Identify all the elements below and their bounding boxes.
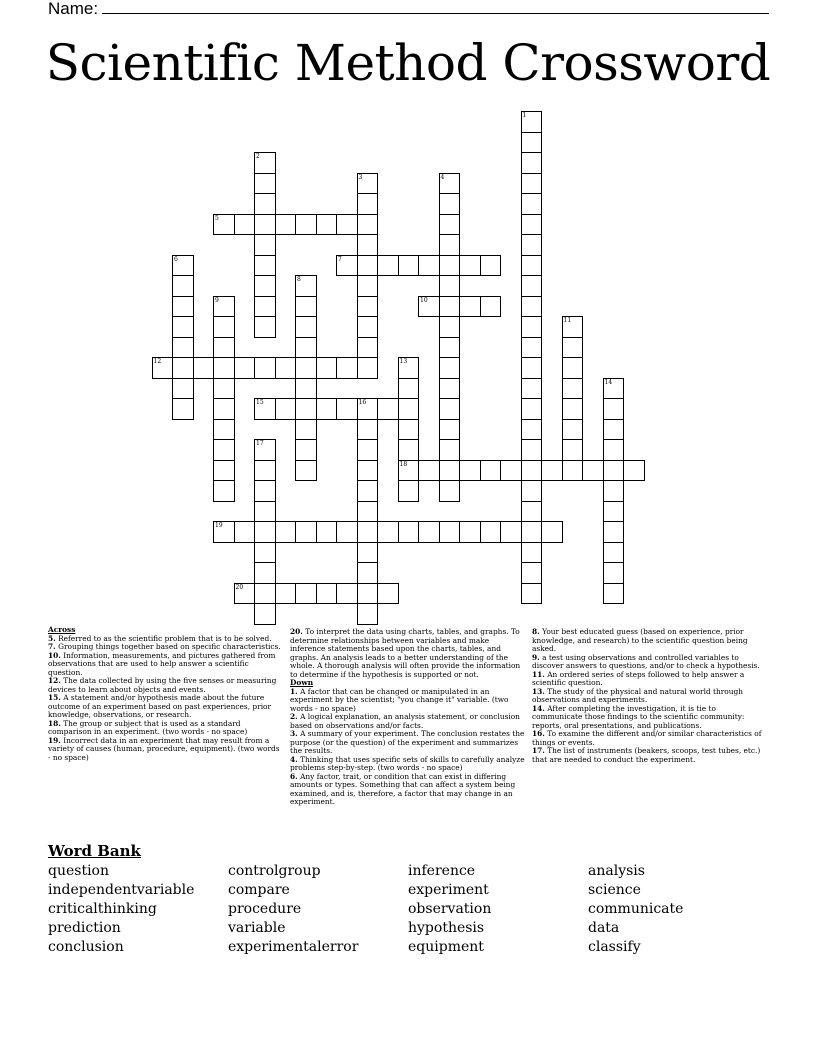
grid-cell[interactable]	[480, 521, 502, 543]
clue-text: Information, measurements, and pictures gathered from observations that are used to help answer a scientific question.	[48, 650, 276, 677]
grid-cell[interactable]	[213, 480, 235, 502]
clue-text: a test using observations and controlled variables to discover answers to questions, and/or to check a hypothesis.	[532, 652, 760, 670]
grid-cell[interactable]	[254, 521, 276, 543]
grid-cell[interactable]	[193, 357, 215, 379]
grid-cell[interactable]	[480, 296, 502, 318]
grid-cell[interactable]	[254, 480, 276, 502]
clue-number: 4	[440, 173, 445, 181]
grid-cell[interactable]	[521, 583, 543, 605]
clue-number: 6	[174, 255, 178, 263]
grid-cell[interactable]	[521, 255, 543, 277]
grid-cell[interactable]	[398, 419, 420, 441]
grid-cell[interactable]	[234, 214, 256, 236]
clue-number-label: 2.	[290, 712, 298, 721]
clue-number: 14	[604, 378, 613, 386]
grid-cell[interactable]	[295, 275, 317, 297]
page-title: Scientific Method Crossword	[45, 34, 771, 92]
grid-cell[interactable]	[254, 542, 276, 564]
grid-cell[interactable]	[254, 398, 276, 420]
grid-cell[interactable]	[623, 460, 645, 482]
grid-cell[interactable]	[439, 460, 461, 482]
grid-cell[interactable]	[418, 296, 440, 318]
grid-cell[interactable]	[295, 357, 317, 379]
grid-cell[interactable]	[254, 275, 276, 297]
word-bank-word: observation	[408, 901, 492, 917]
clue-number-label: 18.	[48, 718, 61, 728]
grid-cell[interactable]	[357, 460, 379, 482]
clue-text: After completing the investigation, it is tie to communicate those findings to the scientific community: reports, oral presentations, and publications.	[532, 703, 745, 730]
grid-cell[interactable]	[254, 603, 276, 625]
grid-cell[interactable]	[357, 542, 379, 564]
across-clue	[48, 694, 284, 720]
grid-cell[interactable]	[603, 439, 625, 461]
grid-cell[interactable]	[521, 378, 543, 400]
grid-cell[interactable]	[541, 521, 563, 543]
grid-cell[interactable]	[152, 357, 174, 379]
grid-cell[interactable]	[439, 255, 461, 277]
grid-cell[interactable]	[521, 316, 543, 338]
grid-cell[interactable]	[295, 460, 317, 482]
word-bank-column	[228, 862, 358, 957]
grid-cell[interactable]	[521, 193, 543, 215]
grid-cell[interactable]	[562, 460, 584, 482]
word-bank-word: criticalthinking	[48, 901, 157, 917]
grid-cell[interactable]	[439, 234, 461, 256]
grid-cell[interactable]	[213, 439, 235, 461]
grid-cell[interactable]	[603, 562, 625, 584]
grid-cell[interactable]	[213, 296, 235, 318]
clue-number-label: 17.	[532, 746, 545, 755]
down-clue	[532, 730, 768, 747]
grid-cell[interactable]	[439, 275, 461, 297]
grid-cell[interactable]	[562, 357, 584, 379]
clue-number: 19	[215, 522, 223, 529]
grid-cell[interactable]	[521, 460, 543, 482]
name-label: Name:	[48, 0, 99, 18]
clue-text: Your best educated guess (based on experience, prior knowledge, and research) to the scientific question being asked.	[532, 627, 748, 653]
grid-cell[interactable]	[254, 439, 276, 461]
grid-cell[interactable]	[603, 583, 625, 605]
grid-cell[interactable]	[295, 583, 317, 605]
grid-cell[interactable]	[439, 173, 461, 195]
grid-cell[interactable]	[398, 255, 420, 277]
word-bank-word: science	[588, 882, 641, 898]
grid-cell[interactable]	[213, 460, 235, 482]
grid-cell[interactable]	[439, 357, 461, 379]
grid-cell[interactable]	[439, 337, 461, 359]
grid-cell[interactable]	[357, 603, 379, 625]
grid-cell[interactable]	[172, 398, 194, 420]
grid-cell[interactable]	[357, 357, 379, 379]
grid-cell[interactable]	[521, 111, 543, 133]
clue-number: 15	[256, 399, 264, 406]
grid-cell[interactable]	[172, 255, 194, 277]
grid-cell[interactable]	[603, 542, 625, 564]
clue-number-label: 3.	[290, 729, 298, 738]
across-clue	[48, 737, 284, 763]
grid-cell[interactable]	[521, 152, 543, 174]
grid-cell[interactable]	[459, 521, 481, 543]
grid-cell[interactable]	[254, 193, 276, 215]
grid-cell[interactable]	[254, 357, 276, 379]
grid-cell[interactable]	[275, 521, 297, 543]
clue-text: An ordered series of steps followed to help answer a scientific question.	[532, 669, 745, 687]
grid-cell[interactable]	[254, 152, 276, 174]
grid-cell[interactable]	[480, 255, 502, 277]
word-bank-word: variable	[228, 920, 286, 936]
grid-cell[interactable]	[521, 173, 543, 195]
grid-cell[interactable]	[295, 296, 317, 318]
grid-cell[interactable]	[439, 316, 461, 338]
grid-cell[interactable]	[295, 316, 317, 338]
word-bank-word: inference	[408, 863, 476, 879]
clue-number: 16	[358, 399, 367, 406]
grid-cell[interactable]	[316, 398, 338, 420]
grid-cell[interactable]	[357, 398, 379, 420]
grid-cell[interactable]	[357, 214, 379, 236]
grid-cell[interactable]	[295, 439, 317, 461]
grid-cell[interactable]	[439, 296, 461, 318]
grid-cell[interactable]	[336, 398, 358, 420]
clue-column-3	[532, 628, 768, 764]
grid-cell[interactable]	[541, 460, 563, 482]
grid-cell[interactable]	[521, 357, 543, 379]
clue-number: 17	[256, 440, 264, 447]
word-bank-word: analysis	[588, 863, 645, 879]
across-clue	[48, 720, 284, 737]
grid-cell[interactable]	[254, 501, 276, 523]
word-bank-title: Word Bank	[48, 842, 141, 860]
grid-cell[interactable]	[603, 419, 625, 441]
grid-cell[interactable]	[521, 521, 543, 543]
clue-number-label: 14.	[532, 703, 545, 713]
grid-cell[interactable]	[398, 439, 420, 461]
grid-cell[interactable]	[254, 460, 276, 482]
grid-cell[interactable]	[357, 275, 379, 297]
clue-text: The data collected by using the five senses or measuring devices to learn about objects and events.	[48, 676, 277, 694]
grid-cell[interactable]	[603, 480, 625, 502]
down-clue	[532, 688, 768, 705]
clue-number: 18	[399, 460, 408, 468]
grid-cell[interactable]	[439, 521, 461, 543]
clue-text: Any factor, trait, or condition that can exist in differing amounts or types. Something that can affect a system being examined, and is, therefore, a factor that may change in an experiment.	[290, 771, 516, 806]
clue-text: Grouping things together based on specific characteristics.	[58, 642, 281, 651]
clue-number: 8	[297, 276, 301, 283]
grid-cell[interactable]	[377, 255, 399, 277]
grid-cell[interactable]	[562, 316, 584, 338]
grid-cell[interactable]	[562, 378, 584, 400]
grid-cell[interactable]	[234, 583, 256, 605]
clue-text: A statement and/or hypothesis made about the future outcome of an experiment based on past experiences, prior knowledge, observations, or research.	[48, 693, 272, 719]
clue-number-label: 6.	[290, 771, 298, 781]
grid-cell[interactable]	[357, 439, 379, 461]
down-clue	[532, 705, 768, 731]
grid-cell[interactable]	[336, 255, 358, 277]
clue-number: 2	[256, 153, 260, 160]
grid-cell[interactable]	[357, 337, 379, 359]
word-bank-word: controlgroup	[228, 863, 321, 879]
grid-cell[interactable]	[213, 419, 235, 441]
grid-cell[interactable]	[172, 316, 194, 338]
clue-text: The group or subject that is used as a standard comparison in an experiment. (two words - no space)	[48, 718, 248, 736]
grid-cell[interactable]	[439, 214, 461, 236]
grid-cell[interactable]	[459, 255, 481, 277]
grid-cell[interactable]	[582, 460, 604, 482]
clue-text: A factor that can be changed or manipulated in an experiment by the scientist; "you change it" variable. (two words - no space)	[290, 686, 509, 713]
word-bank-word: experimentalerror	[228, 939, 359, 955]
grid-cell[interactable]	[295, 521, 317, 543]
clue-number: 7	[338, 255, 342, 263]
grid-cell[interactable]	[562, 398, 584, 420]
grid-cell[interactable]	[357, 501, 379, 523]
down-clue	[532, 654, 768, 671]
grid-cell[interactable]	[254, 214, 276, 236]
across-clue	[290, 628, 526, 679]
grid-cell[interactable]	[295, 214, 317, 236]
clue-text: A summary of your experiment. The conclusion restates the purpose (or the question) of the experiment and summarizes the results.	[290, 729, 525, 755]
grid-cell[interactable]	[213, 337, 235, 359]
grid-cell[interactable]	[213, 378, 235, 400]
grid-cell[interactable]	[275, 398, 297, 420]
grid-cell[interactable]	[521, 398, 543, 420]
down-clue	[290, 756, 526, 773]
grid-cell[interactable]	[254, 296, 276, 318]
grid-cell[interactable]	[295, 398, 317, 420]
down-clue	[290, 713, 526, 730]
word-bank-word: question	[48, 863, 109, 879]
clue-number-label: 9.	[532, 652, 540, 662]
clue-number-label: 10.	[48, 650, 61, 660]
grid-cell[interactable]	[295, 419, 317, 441]
grid-cell[interactable]	[603, 398, 625, 420]
grid-cell[interactable]	[316, 214, 338, 236]
grid-cell[interactable]	[357, 193, 379, 215]
grid-cell[interactable]	[418, 460, 440, 482]
grid-cell[interactable]	[172, 378, 194, 400]
grid-cell[interactable]	[521, 439, 543, 461]
grid-cell[interactable]	[521, 337, 543, 359]
grid-cell[interactable]	[480, 460, 502, 482]
clue-number: 12	[153, 358, 162, 365]
grid-cell[interactable]	[603, 378, 625, 400]
clue-number: 10	[420, 296, 428, 304]
grid-cell[interactable]	[439, 378, 461, 400]
clue-number: 3	[358, 173, 363, 181]
down-clue	[532, 628, 768, 654]
grid-cell[interactable]	[357, 480, 379, 502]
grid-cell[interactable]	[254, 234, 276, 256]
grid-cell[interactable]	[521, 275, 543, 297]
clue-number-label: 4.	[290, 754, 298, 764]
clue-text: Referred to as the scientific problem that is to be solved.	[58, 633, 272, 643]
grid-cell[interactable]	[254, 583, 276, 605]
down-clue	[290, 730, 526, 756]
grid-cell[interactable]	[439, 398, 461, 420]
grid-cell[interactable]	[336, 583, 358, 605]
grid-cell[interactable]	[521, 296, 543, 318]
grid-cell[interactable]	[213, 316, 235, 338]
grid-cell[interactable]	[336, 521, 358, 543]
grid-cell[interactable]	[398, 480, 420, 502]
grid-cell[interactable]	[254, 562, 276, 584]
grid-cell[interactable]	[172, 337, 194, 359]
down-clue	[532, 671, 768, 688]
grid-cell[interactable]	[562, 439, 584, 461]
grid-cell[interactable]	[172, 296, 194, 318]
grid-cell[interactable]	[213, 357, 235, 379]
grid-cell[interactable]	[316, 357, 338, 379]
grid-cell[interactable]	[357, 583, 379, 605]
grid-cell[interactable]	[275, 214, 297, 236]
grid-cell[interactable]	[213, 398, 235, 420]
grid-cell[interactable]	[254, 316, 276, 338]
grid-cell[interactable]	[521, 419, 543, 441]
grid-cell[interactable]	[418, 255, 440, 277]
grid-cell[interactable]	[521, 501, 543, 523]
clue-number-label: 19.	[48, 735, 61, 745]
word-bank-column	[48, 862, 194, 957]
grid-cell[interactable]	[357, 562, 379, 584]
grid-cell[interactable]	[275, 357, 297, 379]
grid-cell[interactable]	[336, 214, 358, 236]
word-bank-word: experiment	[408, 882, 489, 898]
grid-cell[interactable]	[316, 583, 338, 605]
grid-cell[interactable]	[521, 132, 543, 154]
grid-cell[interactable]	[357, 419, 379, 441]
across-heading: Across	[48, 625, 76, 634]
clue-number-label: 11.	[532, 669, 545, 679]
clue-number-label: 16.	[532, 729, 545, 738]
grid-cell[interactable]	[398, 357, 420, 379]
grid-cell[interactable]	[213, 214, 235, 236]
grid-cell[interactable]	[172, 357, 194, 379]
grid-cell[interactable]	[295, 378, 317, 400]
grid-cell[interactable]	[254, 255, 276, 277]
clue-text: The study of the physical and natural world through observations and experiments.	[532, 686, 743, 704]
grid-cell[interactable]	[418, 521, 440, 543]
word-bank-word: independentvariable	[48, 882, 195, 898]
clue-number-label: 15.	[48, 693, 61, 702]
grid-cell[interactable]	[398, 521, 420, 543]
clue-number: 5	[215, 214, 219, 222]
grid-cell[interactable]	[439, 193, 461, 215]
grid-cell[interactable]	[500, 521, 522, 543]
clue-number: 20	[235, 583, 244, 591]
clue-number: 9	[215, 296, 219, 304]
down-clue	[290, 688, 526, 714]
word-bank-word: communicate	[588, 901, 684, 917]
grid-cell[interactable]	[562, 337, 584, 359]
down-clue	[532, 747, 768, 764]
grid-cell[interactable]	[521, 214, 543, 236]
word-bank-word: classify	[588, 939, 641, 955]
grid-cell[interactable]	[357, 234, 379, 256]
across-clue	[48, 652, 284, 678]
clue-text: A logical explanation, an analysis statement, or conclusion based on observations and/or facts.	[290, 712, 520, 730]
grid-cell[interactable]	[336, 357, 358, 379]
grid-cell[interactable]	[603, 460, 625, 482]
clue-number: 1	[522, 112, 527, 119]
clue-column-2	[290, 628, 526, 807]
grid-cell[interactable]	[398, 378, 420, 400]
clue-column-1	[48, 626, 284, 762]
clue-number: 11	[563, 317, 572, 324]
word-bank-column	[408, 862, 491, 957]
grid-cell[interactable]	[459, 296, 481, 318]
down-clue	[290, 773, 526, 807]
clue-text: To examine the different and/or similar characteristics of things or events.	[532, 729, 762, 747]
clue-text: The list of instruments (beakers, scoops, test tubes, etc.) that are needed to conduct the experiment.	[532, 746, 761, 764]
clue-number: 13	[399, 358, 408, 365]
word-bank-word: conclusion	[48, 939, 124, 955]
grid-cell[interactable]	[521, 542, 543, 564]
grid-cell[interactable]	[357, 521, 379, 543]
clue-number-label: 7.	[48, 642, 56, 651]
grid-cell[interactable]	[398, 460, 420, 482]
grid-cell[interactable]	[603, 521, 625, 543]
clue-number-label: 12.	[48, 676, 61, 685]
across-clue	[48, 677, 284, 694]
grid-cell[interactable]	[439, 480, 461, 502]
clue-text: Thinking that uses specific sets of skills to carefully analyze problems step-by-step. (two words - no space)	[290, 754, 525, 772]
clue-text: To interpret the data using charts, tables, and graphs. To determine relationships between variables and make inference statements based upon the charts, tables, and graphs. An analysis leads to a better understanding of the whole. A thorough analysis will often provide the information to determine if the hypothesis is supported or not.	[290, 627, 521, 679]
grid-cell[interactable]	[439, 439, 461, 461]
grid-cell[interactable]	[521, 234, 543, 256]
grid-cell[interactable]	[316, 521, 338, 543]
word-bank-word: compare	[228, 882, 290, 898]
clue-number-label: 8.	[532, 627, 540, 636]
grid-cell[interactable]	[521, 480, 543, 502]
word-bank-word: procedure	[228, 901, 302, 917]
clue-number-label: 5.	[48, 633, 56, 643]
grid-cell[interactable]	[562, 419, 584, 441]
grid-cell[interactable]	[377, 521, 399, 543]
clue-text: Incorrect data in an experiment that may result from a variety of causes (human, procedure, equipment). (two words - no space)	[48, 735, 280, 762]
grid-cell[interactable]	[213, 521, 235, 543]
grid-cell[interactable]	[377, 398, 399, 420]
grid-cell[interactable]	[357, 173, 379, 195]
word-bank-word: prediction	[48, 920, 121, 936]
grid-cell[interactable]	[459, 460, 481, 482]
grid-cell[interactable]	[377, 583, 399, 605]
clue-number-label: 1.	[290, 686, 298, 696]
grid-cell[interactable]	[234, 357, 256, 379]
grid-cell[interactable]	[275, 583, 297, 605]
clue-number-label: 20.	[290, 627, 303, 636]
down-heading: Down	[290, 678, 314, 687]
clue-number-label: 13.	[532, 686, 545, 696]
grid-cell[interactable]	[398, 398, 420, 420]
grid-cell[interactable]	[172, 275, 194, 297]
grid-cell[interactable]	[357, 255, 379, 277]
word-bank-word: data	[588, 920, 620, 936]
grid-cell[interactable]	[357, 316, 379, 338]
word-bank-word: equipment	[408, 939, 484, 955]
grid-cell[interactable]	[439, 419, 461, 441]
grid-cell[interactable]	[357, 296, 379, 318]
grid-cell[interactable]	[234, 521, 256, 543]
grid-cell[interactable]	[603, 501, 625, 523]
grid-cell[interactable]	[521, 562, 543, 584]
word-bank-column	[588, 862, 683, 957]
grid-cell[interactable]	[295, 337, 317, 359]
grid-cell[interactable]	[500, 460, 522, 482]
word-bank-word: hypothesis	[408, 920, 485, 936]
grid-cell[interactable]	[254, 173, 276, 195]
